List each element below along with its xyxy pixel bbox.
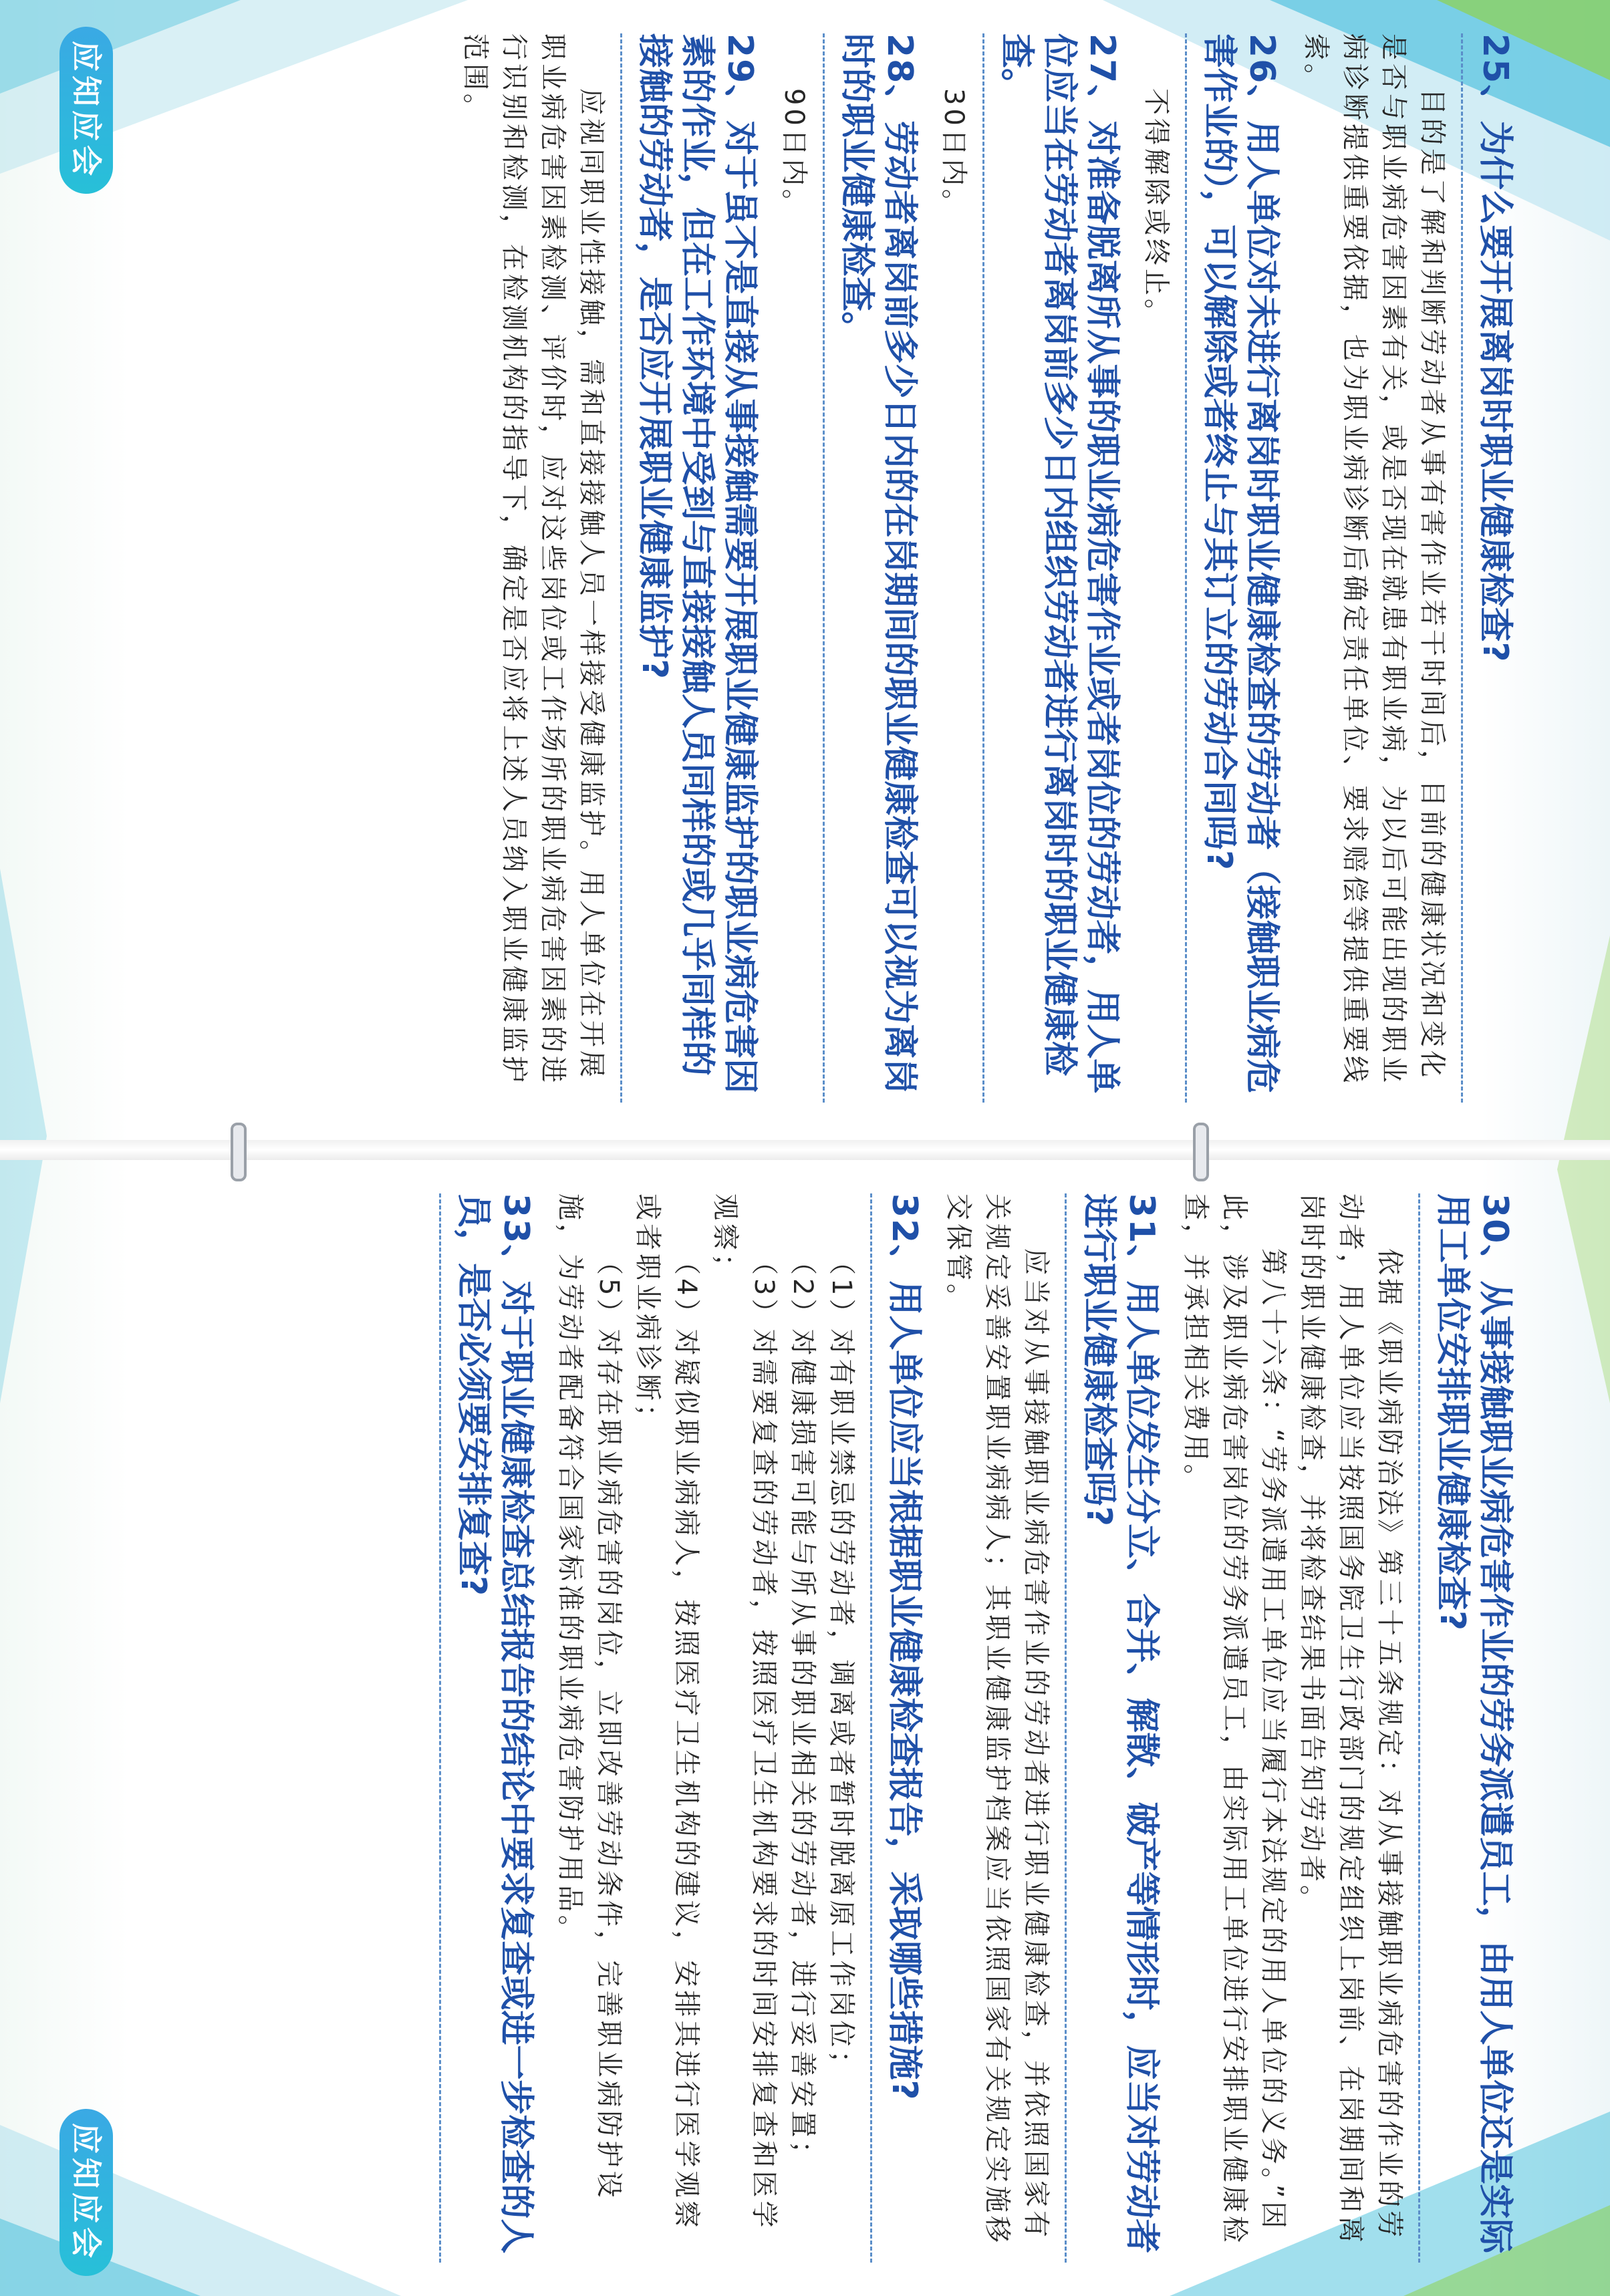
right-page (0, 1160, 1610, 2296)
question-heading (1198, 33, 1283, 1096)
question-number: 31、 (1121, 1193, 1162, 1281)
question-number: 28、 (880, 33, 920, 121)
question-number: 32、 (884, 1193, 924, 1281)
question-text: 劳动者离岗前多少日内的在岗期间的职业健康检查可以视为离岗时的职业健康检查。 (837, 33, 920, 1094)
dashed-divider (1418, 1193, 1420, 2263)
dashed-divider (1461, 33, 1463, 1103)
question-text: 从事接触职业病危害作业的劳务派遣员工，由用人单位还是实际用工单位安排职业健康检查? (1432, 1193, 1515, 2254)
question-number: 33、 (496, 1193, 536, 1281)
left-page-content (456, 33, 1530, 1096)
question-heading (883, 1193, 926, 2256)
page-badge: 应知应会 (59, 27, 113, 194)
question-text: 为什么要开展离岗时职业健康检查? (1475, 120, 1515, 662)
answer-paragraph: （2）对健康损害可能与所从事的职业相关的劳动者，进行妥善安置； (787, 1248, 818, 2171)
answer-paragraph: 第八十六条：“劳务派遣用工单位应当履行本法规定的用人单位的义务。”因此，涉及职业病危害岗位的劳务派遣员工，由实际用工单位进行安排职业健康检查，并承担相关费用。 (1180, 1193, 1289, 2246)
answer-paragraph: 不得解除或终止。 (1141, 88, 1172, 329)
question-heading (995, 33, 1123, 1096)
answer-paragraph: 90日内。 (779, 88, 809, 219)
question-number: 29、 (720, 33, 760, 121)
answer-paragraph: 目的是了解和判断劳动者从事有害作业若干时间后，目前的健康状况和变化是否与职业病危害因素有关，或是否现在就患有职业病，为以后可能出现的职业病诊断提供重要依据，也为职业病诊断后确定责任单位、要求赔偿等提供重要线索。 (1301, 33, 1448, 1086)
question-heading (1077, 1193, 1163, 2256)
question-number: 27、 (1082, 33, 1122, 121)
question-text: 用人单位对未进行离岗时职业健康检查的劳动者（接触职业病危害作业的），可以解除或者终止与其订立的劳动合同吗? (1199, 33, 1282, 1094)
answer-paragraph: （5）对存在职业病危害的岗位，立即改善劳动条件，完善职业病防护设施，为劳动者配备符合国家标准的职业病危害防护用品。 (555, 1193, 624, 2201)
answer-paragraph: 应视同职业性接触，需和直接接触人员一样接受健康监护。用人单位在开展职业病危害因素检测、评价时，应对这些岗位或工作场所的职业病危害因素的进行识别和检测，在检测机构的指导下，确定是否应将上述人员纳入职业健康监护范围。 (460, 33, 607, 1086)
question-heading (452, 1193, 537, 2256)
question-text: 对于虽不是直接从事接触需要开展职业健康监护的职业病危害因素的作业，但在工作环境中受到与直接接触人员同样的或几乎同样的接触的劳动者，是否应开展职业健康监护? (634, 33, 760, 1094)
question-text: 对于职业健康检查总结报告的结论中要求复查或进一步检查的人员，是否必须要安排复查? (453, 1193, 536, 2254)
answer-paragraph: 30日内。 (938, 88, 969, 219)
answer-paragraph: （4）对疑似职业病病人，按照医疗卫生机构的建议，安排其进行医学观察或者职业病诊断； (632, 1193, 702, 2231)
question-number: 26、 (1242, 33, 1282, 121)
question-number: 25、 (1475, 33, 1515, 121)
right-page-content (430, 1193, 1530, 2256)
question-text: 用人单位应当根据职业健康检查报告，采取哪些措施? (884, 1280, 924, 2100)
question-text: 对准备脱离所从事的职业病危害作业或者岗位的劳动者，用人单位应当在劳动者离岗前多少日内组织劳动者进行离岗时的职业健康检查。 (996, 33, 1122, 1094)
question-heading (633, 33, 761, 1096)
question-heading (1474, 33, 1516, 1096)
dashed-divider (982, 33, 984, 1103)
question-heading (1431, 1193, 1516, 2256)
dashed-divider (1185, 33, 1187, 1103)
dashed-divider (823, 33, 825, 1103)
left-page (0, 0, 1610, 1136)
answer-paragraph: （3）对需要复查的劳动者，按照医疗卫生机构要求的时间安排复查和医学观察； (710, 1193, 779, 2231)
page-badge: 应知应会 (59, 2109, 113, 2276)
answer-paragraph: （1）对有职业禁忌的劳动者，调离或者暂时脱离原工作岗位； (826, 1248, 857, 2081)
dashed-divider (870, 1193, 872, 2263)
answer-paragraph: 依据《职业病防治法》第三十五条规定：对从事接触职业病危害的作业的劳动者，用人单位应当按照国务院卫生行政部门的规定组织上岗前、在岗期间和离岗时的职业健康检查，并将检查结果书面告知劳动者。 (1297, 1193, 1405, 2246)
question-text: 用人单位发生分立、合并、解散、破产等情形时，应当对劳动者进行职业健康检查吗? (1079, 1193, 1162, 2254)
answer-paragraph: 应当对从事接触职业病危害作业的劳动者进行职业健康检查，并依照国家有关规定妥善安置职业病病人；其职业健康监护档案应当依照国家有关规定实施移交保管。 (943, 1193, 1051, 2246)
question-heading (835, 33, 921, 1096)
dashed-divider (1065, 1193, 1067, 2263)
question-number: 30、 (1475, 1193, 1515, 1281)
dashed-divider (439, 1193, 441, 2263)
dashed-divider (620, 33, 622, 1103)
